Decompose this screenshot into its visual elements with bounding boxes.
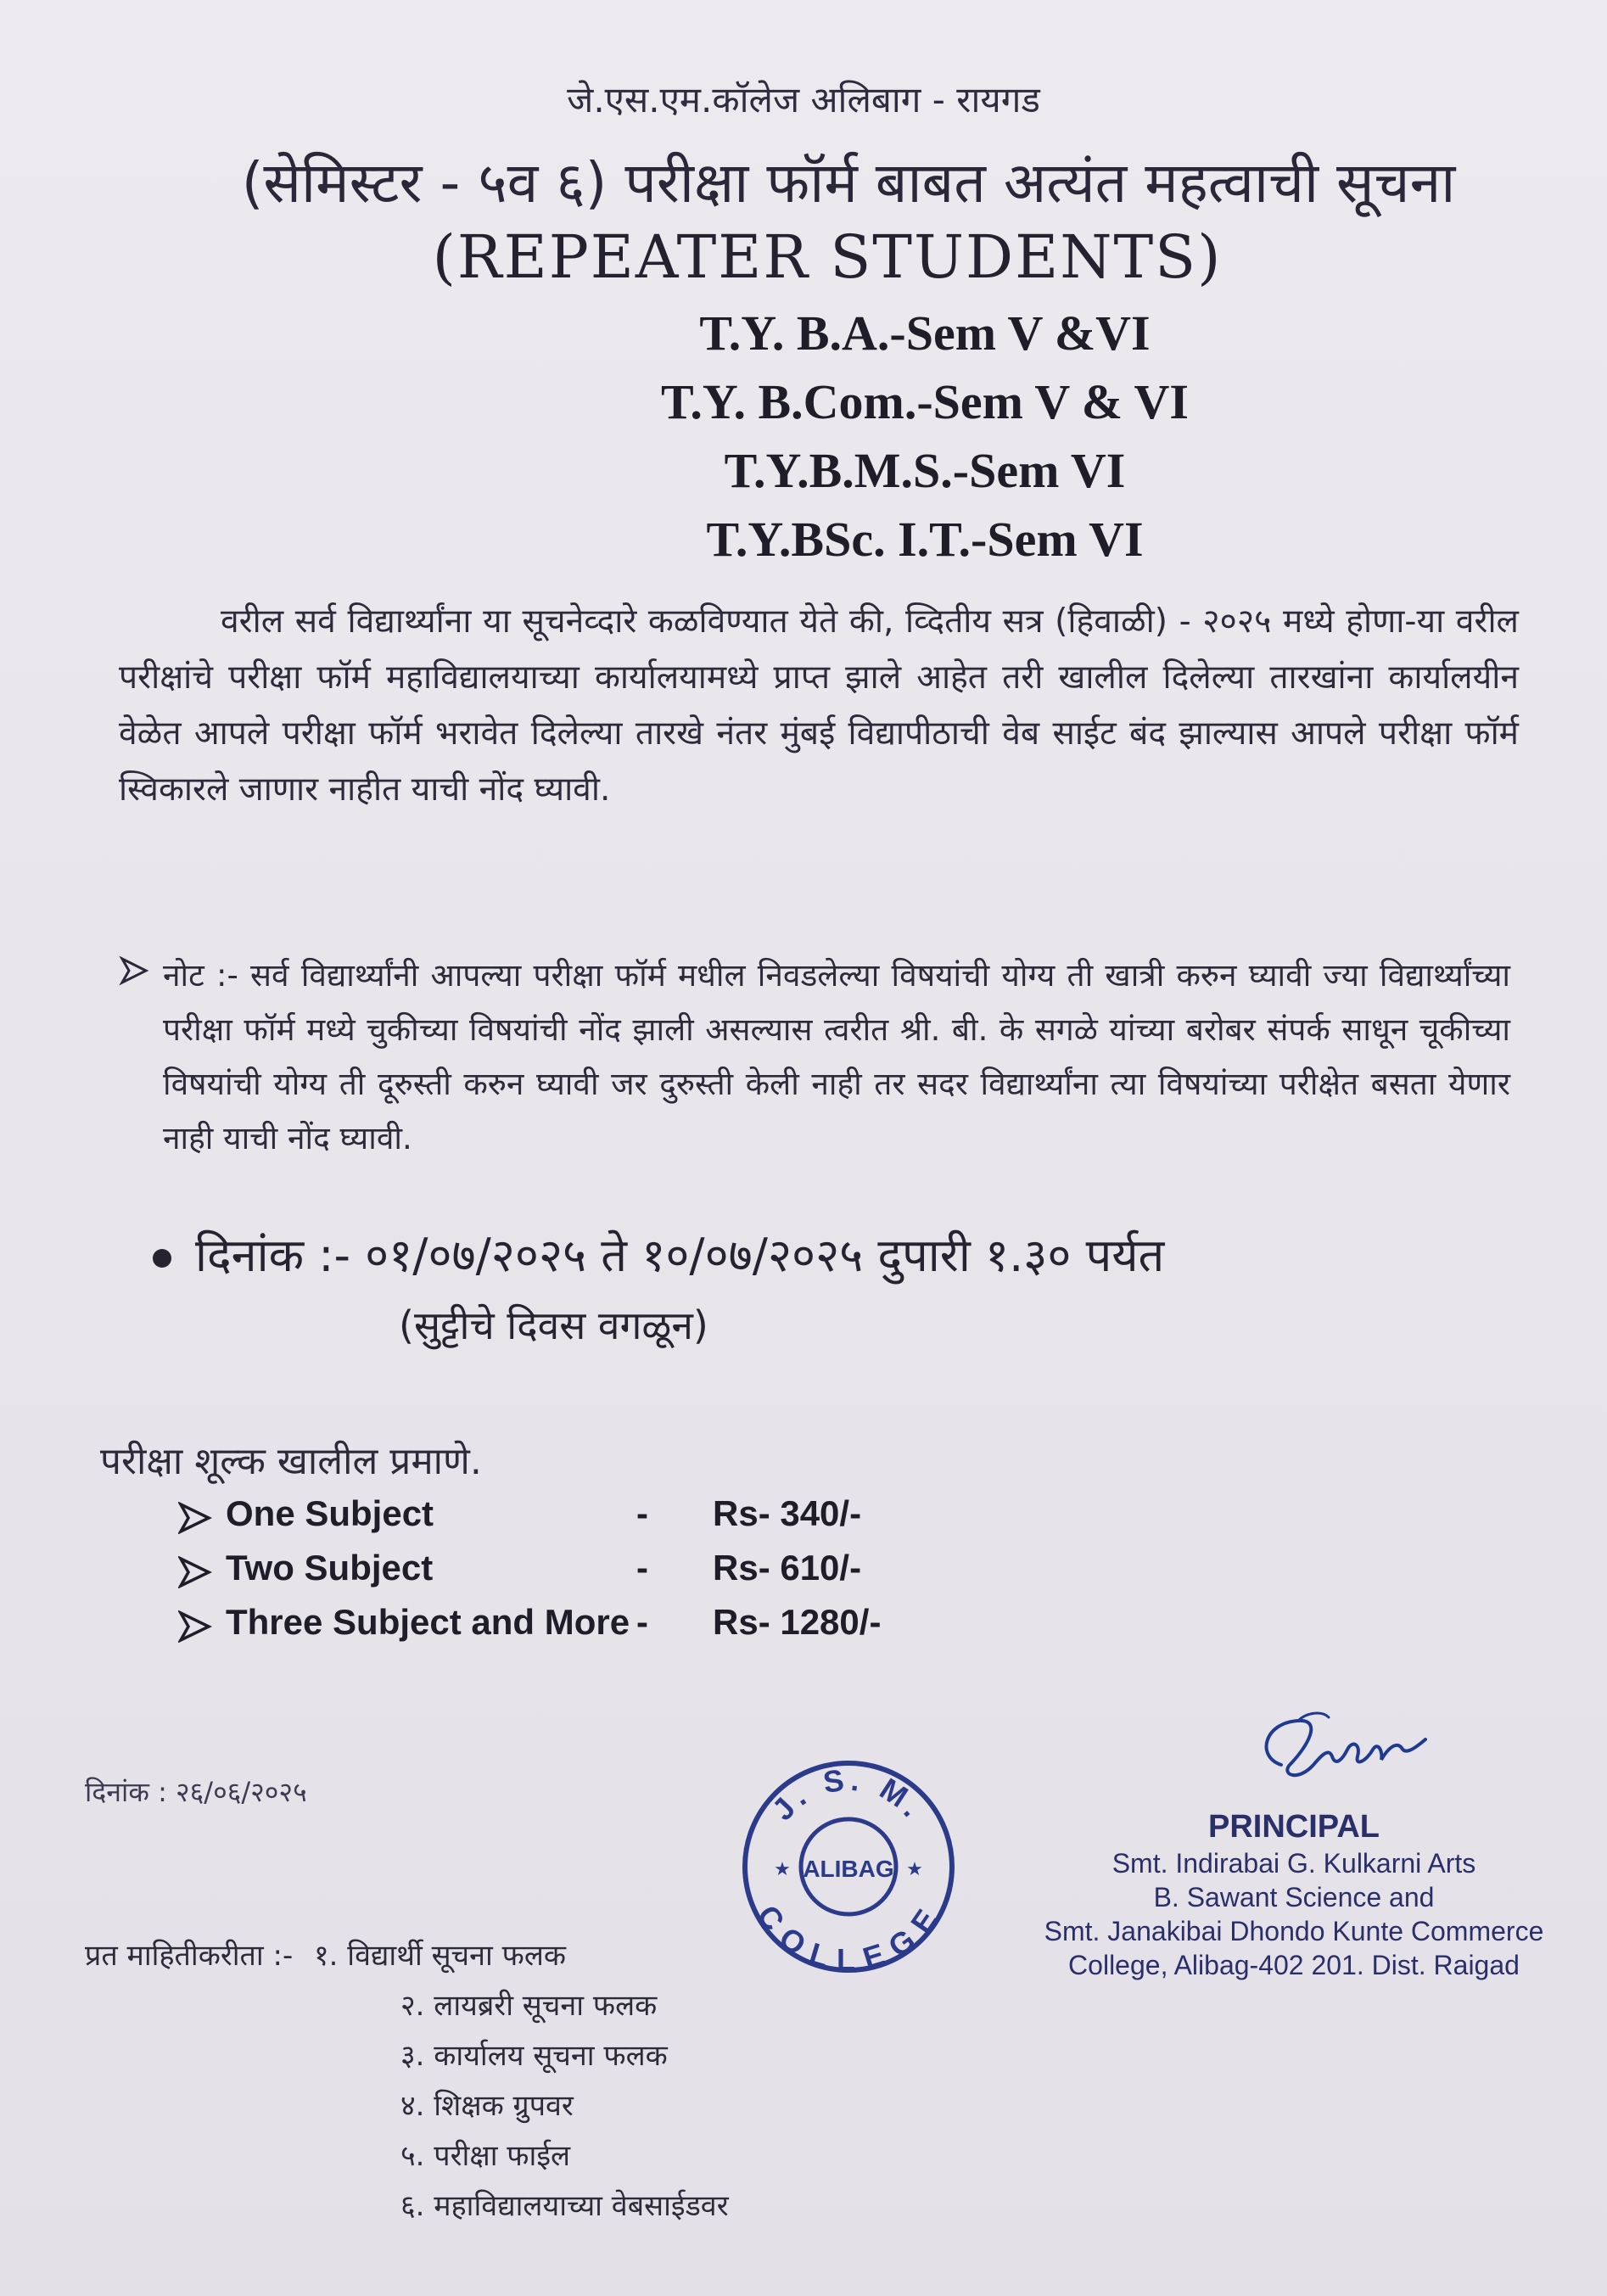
- principal-address-line: College, Alibag-402 201. Dist. Raigad: [1068, 1950, 1520, 1980]
- copy-list: [314, 1935, 908, 2235]
- copy-item: ५. परीक्षा फाईल: [400, 2139, 571, 2173]
- date-range: दिनांक :- ०१/०७/२०२५ ते १०/०७/२०२५ दुपारी १.३० पर्यत: [195, 1229, 1165, 1282]
- arrow-bullet-icon: [178, 1610, 212, 1643]
- seal-bottom-text: COLLEGE: [749, 1899, 948, 1977]
- note-text: नोट :- सर्व विद्यार्थ्यांनी आपल्या परीक्षा फॉर्म मधील निवडलेल्या विषयांची योग्य ती खात्री करुन घ्यावी ज्या विद्यार्थ्यांच्या परीक्षा फॉर्म मध्ये चुकीच्या विषयांची नोंद झाली असल्यास त्वरीत श्री. बी. के सगळे यांच्या बरोबर संपर्क साधून चूकीच्या विषयांची योग्य ती दूरुस्ती करुन घ्यावी जर दुरुस्ती केली नाही तर सदर विद्यार्थ्यांना त्या विषयांच्या परीक्षेत बसता येणार नाही याची नोंद घ्यावी.: [163, 957, 1510, 1156]
- principal-address-line: B. Sawant Science and: [1153, 1882, 1435, 1912]
- college-name: जे.एस.एम.कॉलेज अलिबाग - रायगड: [567, 79, 1040, 120]
- fee-amount: Rs- 610/-: [713, 1548, 862, 1588]
- fee-separator: -: [636, 1493, 648, 1533]
- principal-address-line: Smt. Indirabai G. Kulkarni Arts: [1111, 1848, 1476, 1879]
- fee-row: [178, 1548, 942, 1602]
- instruction-text: वरील सर्व विद्यार्थ्यांना या सूचनेव्दारे कळविण्यात येते की, व्दितीय सत्र (हिवाळी) - २०२५ मध्ये होणा-या वरील परीक्षांचे परीक्षा फॉर्म महाविद्यालयाच्या कार्यालयामध्ये प्राप्त झाले आहेत तरी खालील दिलेल्या तारखांना कार्यालयीन वेळेत आपले परीक्षा फॉर्म भरावेत दिलेल्या तारखे नंतर मुंबई विद्यापीठाची वेब साईट बंद झाल्यास आपले परीक्षा फॉर्म स्विकारले जाणार नाहीत याची नोंद घ्यावी.: [119, 602, 1519, 809]
- fee-label: One Subject: [226, 1493, 434, 1533]
- copy-item: १. विद्यार्थी सूचना फलक: [314, 1939, 567, 1973]
- fee-label: Two Subject: [226, 1548, 434, 1588]
- instruction-paragraph: [119, 594, 1519, 818]
- arrow-bullet-icon: [119, 955, 149, 986]
- course-item: T.Y. B.Com.-Sem V & VI: [661, 374, 1189, 429]
- arrow-bullet-icon: [178, 1556, 212, 1588]
- audience-heading: (REPEATER STUDENTS): [432, 222, 1223, 292]
- fee-label: Three Subject and More: [226, 1602, 630, 1642]
- notice-title: (सेमिस्टर - ५व ६) परीक्षा फॉर्म बाबत अत्यंत महत्वाची सूचना: [241, 150, 1456, 216]
- principal-title: PRINCIPAL: [1208, 1809, 1380, 1845]
- fee-list: [178, 1493, 942, 1656]
- fee-amount: Rs- 340/-: [713, 1493, 862, 1533]
- principal-address-line: Smt. Janakibai Dhondo Kunte Commerce: [1044, 1916, 1544, 1946]
- fee-separator: -: [636, 1548, 648, 1588]
- copies-label: प्रत माहितीकरीता :-: [85, 1939, 294, 1973]
- bullet-icon: [153, 1249, 171, 1268]
- copy-item: ३. कार्यालय सूचना फलक: [400, 2039, 668, 2073]
- seal-middle-text: ALIBAG: [803, 1856, 894, 1882]
- issue-date: दिनांक : २६/०६/२०२५: [85, 1776, 307, 1808]
- fee-separator: -: [636, 1602, 648, 1642]
- fee-amount: Rs- 1280/-: [713, 1602, 882, 1642]
- principal-stamp: [1018, 1807, 1570, 1982]
- fee-heading: परीक्षा शूल्क खालील प्रमाणे.: [100, 1440, 482, 1483]
- course-item: T.Y. B.A.-Sem V &VI: [699, 305, 1151, 361]
- svg-text:★: ★: [774, 1859, 791, 1880]
- note-block: [119, 949, 1510, 1166]
- copy-item: २. लायब्ररी सूचना फलक: [400, 1989, 658, 2023]
- date-note: (सुट्टीचे दिवस वगळून): [399, 1302, 708, 1348]
- arrow-bullet-icon: [178, 1502, 212, 1534]
- fee-row: [178, 1493, 942, 1548]
- principal-signature: [1247, 1705, 1442, 1799]
- course-list: [577, 299, 1273, 574]
- date-line: [153, 1222, 1425, 1285]
- seal-top-text: J. S. M.: [764, 1761, 933, 1828]
- svg-text:★: ★: [906, 1859, 923, 1880]
- copy-item: ६. महाविद्यालयाच्या वेबसाईडवर: [400, 2189, 729, 2223]
- copy-item: ४. शिक्षक ग्रुपवर: [400, 2089, 574, 2123]
- course-item: T.Y.B.M.S.-Sem VI: [724, 443, 1126, 498]
- course-item: T.Y.BSc. I.T.-Sem VI: [706, 512, 1144, 567]
- fee-row: [178, 1602, 942, 1656]
